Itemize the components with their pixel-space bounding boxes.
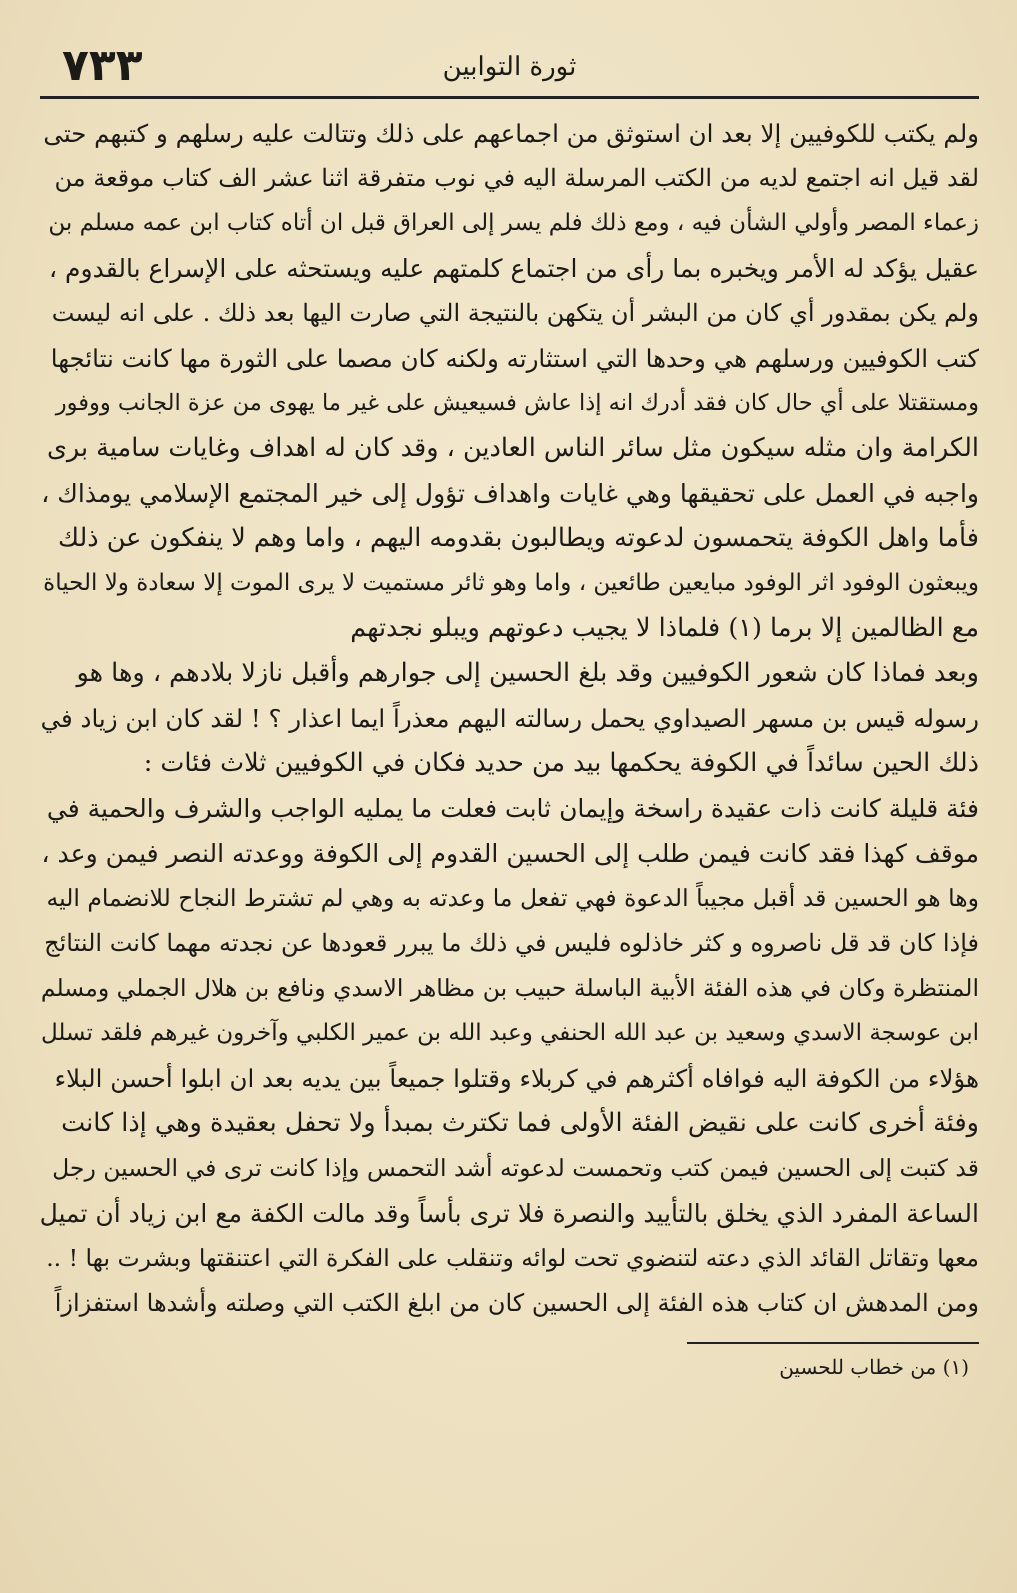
text-line: مع الظالمين إلا برما (١) فلماذا لا يجيب دعوتهم ويبلو نجدتهم [350, 613, 979, 643]
text-line: المنتظرة وكان في هذه الفئة الأبية الباسلة حبيب بن مظاهر الاسدي ونافع بن هلال الجملي ومسلم [40, 974, 979, 1002]
footnote [40, 1352, 979, 1382]
text-line: فأما واهل الكوفة يتحمسون لدعوته ويطالبون بقدومه اليهم ، واما وهم لا ينفكون عن ذلك [58, 523, 979, 553]
text-line: فئة قليلة كانت ذات عقيدة راسخة وإيمان ثابت فعلت ما يمليه الواجب والشرف والحمية في [46, 794, 979, 823]
text-line: فإذا كان قد قل ناصروه و كثر خاذلوه فليس في ذلك ما يبرر قعودها عن نجدته مهما كانت النتائج [44, 929, 979, 957]
footnote-rule [687, 1342, 979, 1344]
body-text [40, 111, 979, 1326]
text-line: واجبه في العمل على تحقيقها وهي غايات واهداف تؤول إلى خير المجتمع الإسلامي يومذاك ، [41, 479, 979, 508]
page-number: ٧٣٣ [62, 40, 143, 91]
text-line: لقد قيل انه اجتمع لديه من الكتب المرسلة اليه في نوب متفرقة اثنا عشر الف كتاب موقعة من [54, 164, 979, 192]
text-line: معها وتقاتل القائد الذي دعته لتنضوي تحت لوائه وتنقلب على الفكرة التي اعتنقتها وبشرت بها ! .. [46, 1244, 979, 1272]
text-line: قد كتبت إلى الحسين فيمن كتب وتحمست لدعوته أشد التحمس وإذا كانت ترى في الحسين رجل [52, 1154, 979, 1182]
page-header [40, 30, 979, 92]
text-line: زعماء المصر وأولي الشأن فيه ، ومع ذلك فلم يسر إلى العراق قبل ان أتاه كتاب ابن عمه مسلم بن [48, 210, 979, 236]
footnote-text: من خطاب للحسين [779, 1355, 937, 1379]
header-rule [40, 96, 979, 99]
text-line: الكرامة وان مثله سيكون مثل سائر الناس العادين ، وقد كان له اهداف وغايات سامية برى [46, 433, 979, 463]
text-line: وها هو الحسين قد أقبل مجيباً الدعوة فهي تفعل ما وعدته به وهي لم تشترط النجاح للانضمام اليه [46, 884, 979, 912]
text-line: ذلك الحين سائداً في الكوفة يحكمها بيد من حديد فكان في الكوفيين ثلاث فئات : [143, 748, 979, 778]
text-line: ويبعثون الوفود اثر الوفود مبايعين طائعين ، واما وهو ثائر مستميت لا يرى الموت إلا سعادة ولا الحياة [43, 570, 979, 596]
text-line: هؤلاء من الكوفة اليه فوافاه أكثرهم في كربلاء وقتلوا جميعاً بين يديه بعد ان ابلوا أحسن البلاء [54, 1064, 979, 1093]
text-line: ومستقتلا على أي حال كان فقد أدرك انه إذا عاش فسيعيش على غير ما يهوى من عزة الجانب ووفور [55, 390, 979, 416]
text-line: ولم يكتب للكوفيين إلا بعد ان استوثق من اجماعهم على ذلك وتتالت عليه رسلهم و كتبهم حتى [43, 119, 979, 148]
text-line: وفئة أخرى كانت على نقيض الفئة الأولى فما تكترث بمبدأ ولا تحفل بعقيدة وهي إذا كانت [61, 1108, 979, 1138]
text-line: موقف كهذا فقد كانت فيمن طلب إلى الحسين القدوم إلى الكوفة ووعدته النصر فيمن وعد ، [41, 839, 979, 868]
text-line: الساعة المفرد الذي يخلق بالتأييد والنصرة فلا ترى بأساً وقد مالت الكفة مع ابن زياد أن تميل [40, 1199, 979, 1228]
text-line: ومن المدهش ان كتاب هذه الفئة إلى الحسين كان من ابلغ الكتب التي وصلته وأشدها استفزازاً [54, 1289, 979, 1317]
text-line: ابن عوسجة الاسدي وسعيد بن عبد الله الحنفي وعبد الله بن عمير الكلبي وآخرون غيرهم فلقد تسلل [41, 1020, 979, 1046]
text-line: كتب الكوفيين ورسلهم هي وحدها التي استثارته ولكنه كان مصما على الثورة مها كانت نتائجها [50, 344, 979, 373]
footnote-marker: (١) [942, 1355, 969, 1379]
text-line: رسوله قيس بن مسهر الصيداوي يحمل رسالته اليهم معذراً ايما اعذار ؟ ! لقد كان ابن زياد في [40, 704, 979, 733]
running-title: ثورة التوابين [442, 52, 577, 82]
text-line: عقيل يؤكد له الأمر ويخبره بما رأى من اجتماع كلمتهم عليه ويستحثه على الإسراع بالقدوم ، [49, 254, 979, 283]
text-line: وبعد فماذا كان شعور الكوفيين وقد بلغ الحسين إلى جوارهم وأقبل نازلا بلادهم ، وها هو [76, 658, 979, 688]
text-line: ولم يكن بمقدور أي كان من البشر أن يتكهن بالنتيجة التي صارت اليها بعد ذلك . على انه ليست [51, 299, 979, 327]
